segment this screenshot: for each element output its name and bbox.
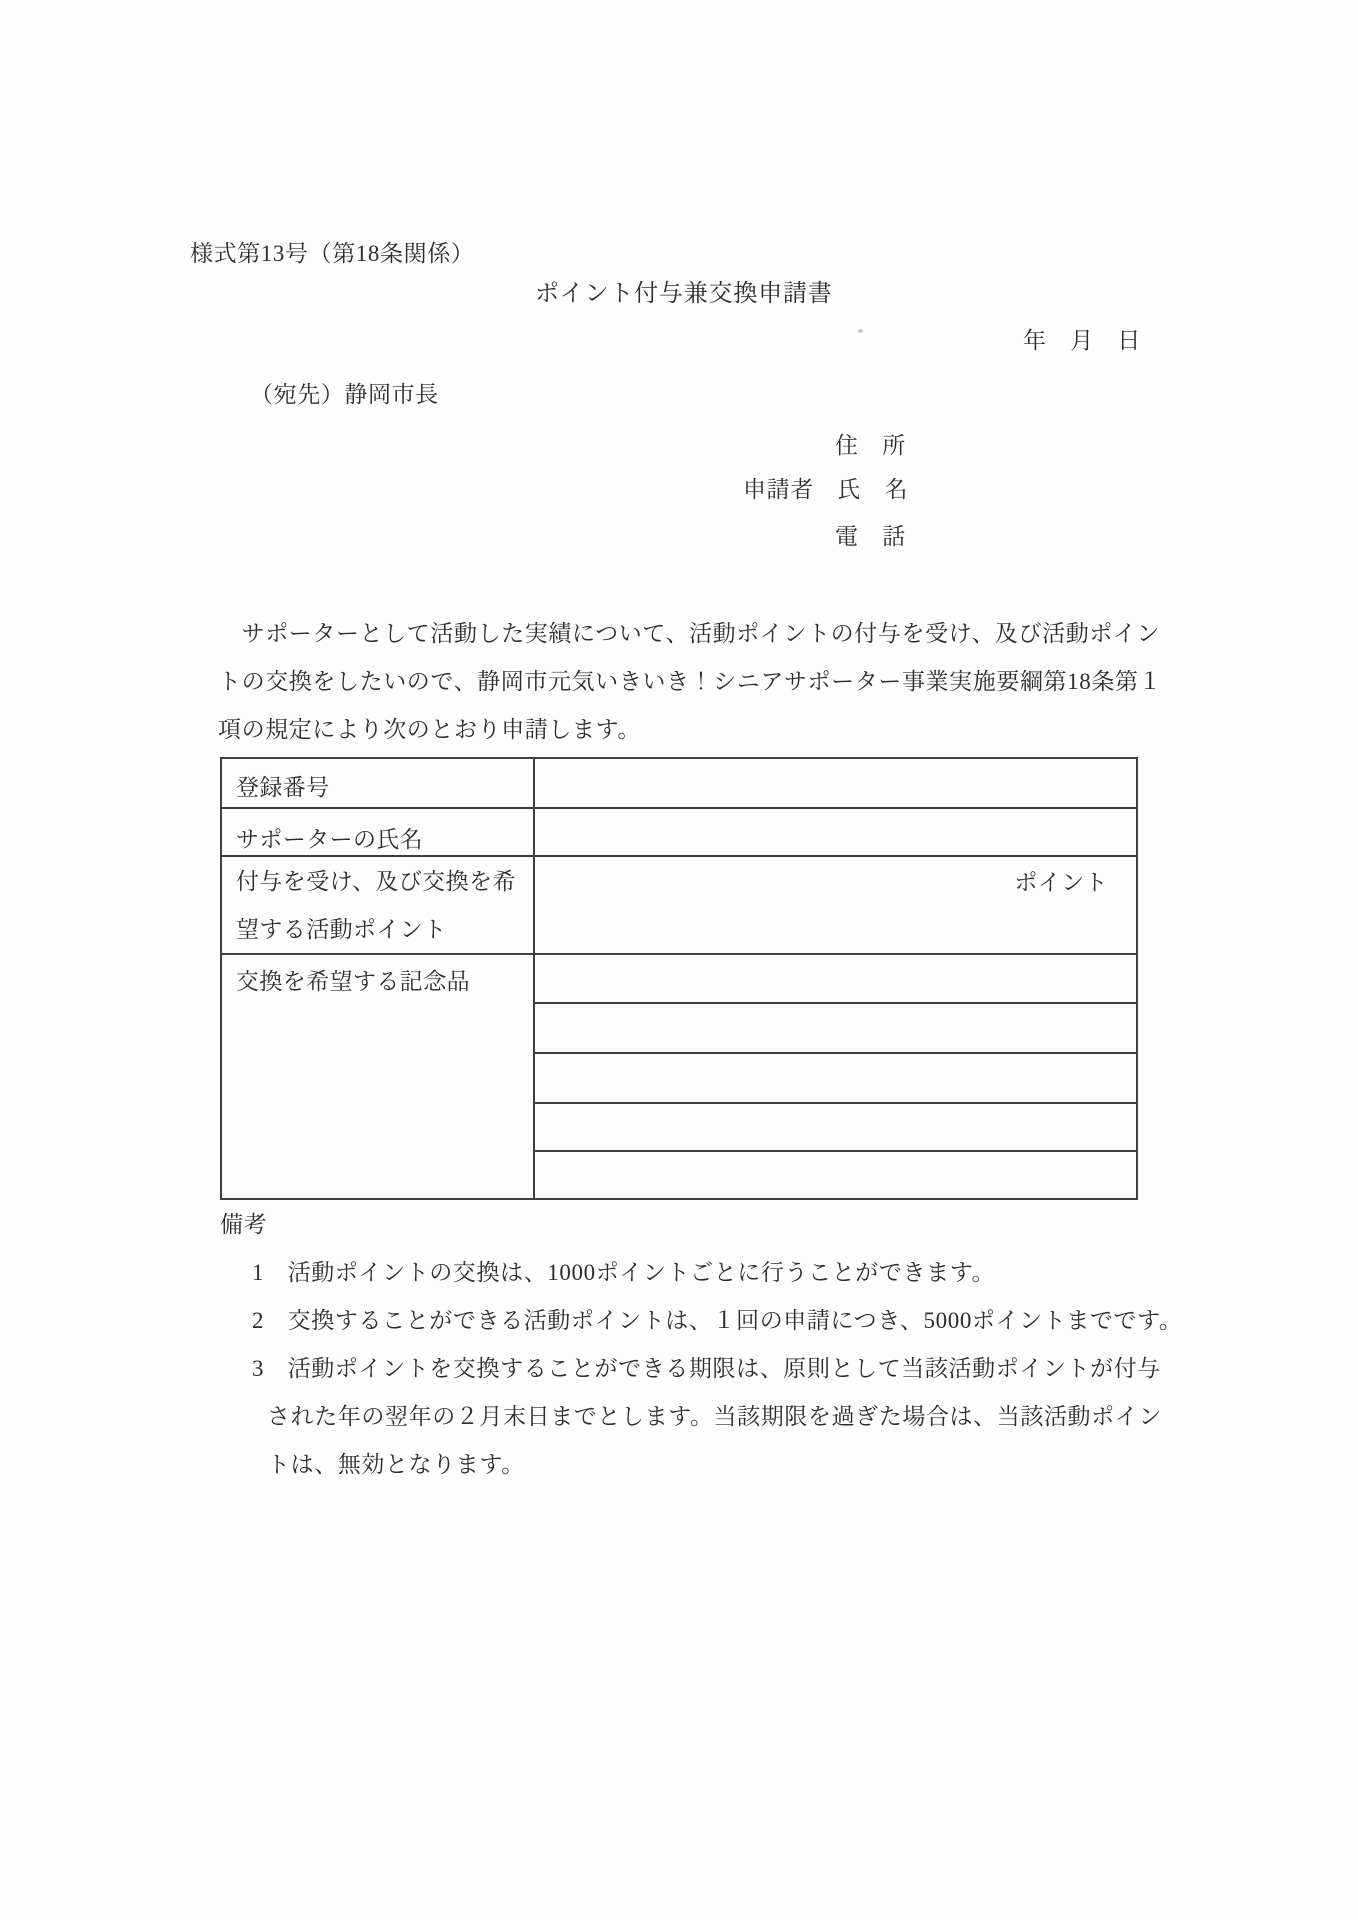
applicant-address-label: 住 所 xyxy=(835,433,906,458)
gift-item-field-4 xyxy=(535,1104,1136,1150)
notes-heading: 備考 xyxy=(220,1212,268,1237)
row-label-gift-item: 交換を希望する記念品 xyxy=(236,969,470,994)
statement-line-2: トの交換をしたいので、静岡市元気いきいき！シニアサポーター事業実施要綱第18条第１ xyxy=(218,669,1163,694)
date-line: 年 月 日 xyxy=(1023,328,1141,353)
gift-item-field-5 xyxy=(535,1152,1136,1198)
gift-item-field-2 xyxy=(535,1004,1136,1052)
registration-number-field xyxy=(535,759,1136,807)
gift-item-field-1 xyxy=(535,955,1136,1002)
scan-speck-artifact xyxy=(858,329,863,333)
row-label-points-line-1: 付与を受け、及び交換を希 xyxy=(236,869,516,894)
points-unit-label: ポイント xyxy=(1014,870,1108,895)
note-1: 1 活動ポイントの交換は、1000ポイントごとに行うことができます。 xyxy=(252,1260,996,1285)
applicant-phone-label: 電 話 xyxy=(835,524,906,549)
applicant-name-label: 申請者 氏 名 xyxy=(743,477,909,502)
form-number: 様式第13号（第18条関係） xyxy=(190,241,475,266)
note-2: 2 交換することができる活動ポイントは、１回の申請につき、5000ポイントまでです。 xyxy=(252,1308,1183,1333)
note-3-line-3: トは、無効となります。 xyxy=(267,1452,525,1477)
application-table xyxy=(220,757,1138,1200)
addressee: （宛先）静岡市長 xyxy=(250,382,439,407)
note-3-line-2: された年の翌年の２月末日までとします。当該期限を過ぎた場合は、当該活動ポイン xyxy=(267,1404,1162,1429)
note-3-line-1: 3 活動ポイントを交換することができる期限は、原則として当該活動ポイントが付与 xyxy=(252,1356,1161,1381)
statement-line-3: 項の規定により次のとおり申請します。 xyxy=(218,717,641,742)
supporter-name-field xyxy=(535,809,1136,855)
statement-line-1: サポーターとして活動した実績について、活動ポイントの付与を受け、及び活動ポイン xyxy=(218,621,1161,646)
row-label-points-line-2: 望する活動ポイント xyxy=(236,917,447,942)
points-field xyxy=(535,857,1136,953)
row-label-supporter-name: サポーターの氏名 xyxy=(236,827,424,852)
form-title: ポイント付与兼交換申請書 xyxy=(535,281,833,307)
row-label-registration-number: 登録番号 xyxy=(236,775,330,800)
gift-item-field-3 xyxy=(535,1054,1136,1102)
